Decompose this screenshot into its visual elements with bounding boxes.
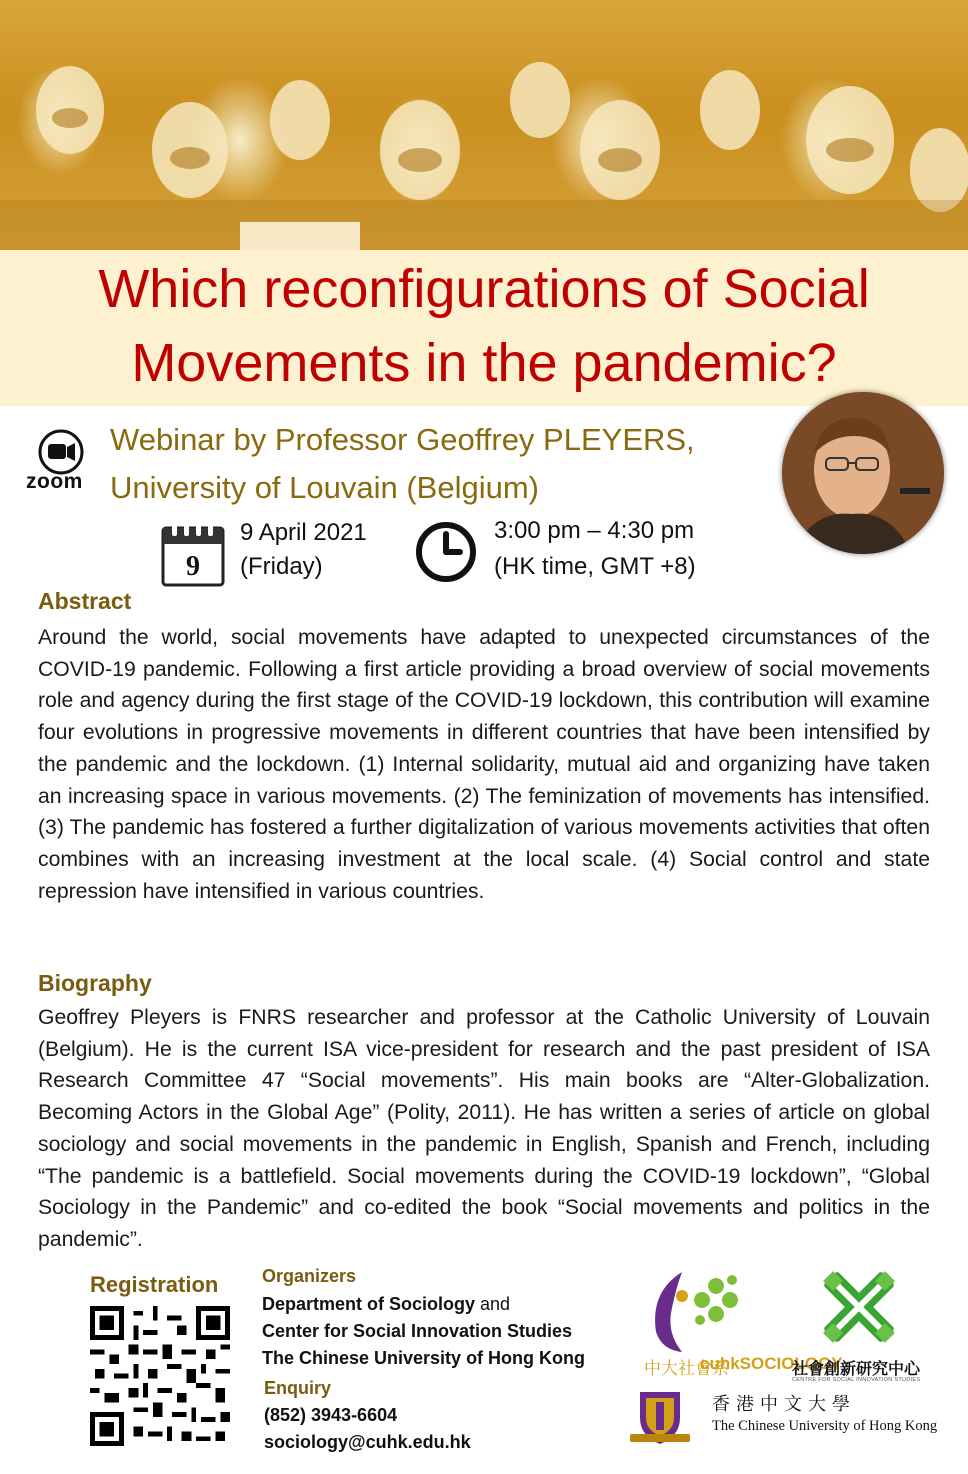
csis-logo — [814, 1262, 904, 1352]
organizer-dept-name: Department of Sociology — [262, 1294, 476, 1314]
organizer-department — [262, 1294, 510, 1315]
organizers-heading: Organizers — [262, 1266, 357, 1286]
abstract-heading: Abstract — [38, 588, 132, 614]
banner-crowd-photo — [0, 0, 968, 250]
cuhk-crest-icon — [630, 1388, 690, 1446]
sociology-logo-chinese: 中大社會系 — [644, 1359, 729, 1379]
abstract-text: Around the world, social movements have adapted to unexpected circumstances of the COVID-19 pandemic. Following a first article providing a broad overview of social movements role and agency during the first stage of the COVID-19 lockdown, this contribution will examine four evolutions in progressive movements in different countries that have been intensified by the pandemic and the lockdown. (1) Internal solidarity, mutual aid and organizing have taken an increasing space in various movements. (2) The feminization of movements has intensified. (3) The pandemic has fostered a further digitalization of various movements activities that often combines with an increasing investment at the local scale. (4) Social control and state repression have intensified in various countries. — [38, 626, 930, 903]
csis-logo-chinese: 社會創新研究中心 — [792, 1359, 921, 1378]
cuhk-logo-chinese: 香港中文大學 — [712, 1394, 856, 1415]
csis-logo-english: CENTRE FOR SOCIAL INNOVATION STUDIES — [792, 1377, 921, 1383]
sociology-logo-english: cuhkSOCIOLOGY — [700, 1354, 843, 1373]
title-line-1: Which reconfigurations of Social — [98, 259, 870, 319]
title-line-2: Movements in the pandemic? — [131, 333, 837, 393]
registration-heading: Registration — [90, 1272, 219, 1297]
time-value: 3:00 pm – 4:30 pm — [494, 517, 695, 544]
biography-heading: Biography — [38, 970, 152, 996]
zoom-label: zoom — [26, 470, 83, 493]
speaker-line-2: University of Louvain (Belgium) — [110, 470, 540, 505]
calendar-day-number: 9 — [186, 551, 200, 582]
calendar-icon — [160, 518, 226, 588]
speaker-portrait — [782, 392, 944, 554]
page-title — [0, 252, 968, 400]
enquiry-phone[interactable]: (852) 3943-6604 — [264, 1405, 398, 1425]
speaker-line-1: Webinar by Professor Geoffrey PLEYERS, — [110, 422, 695, 457]
organizer-and: and — [475, 1294, 511, 1314]
biography-text: Geoffrey Pleyers is FNRS researcher and professor at the Catholic University of Louvain (Belgium). He is the current ISA vice-president for research and the past president of ISA Research Committee 47 “Social movements”. His main books are “Alter-Globalization. Becoming Actors in the Global Age” (Polity, 2011). He has written a series of article on global sociology and social movements in the pandemic in English, Spanish and French, including “The pandemic is a battlefield. Social movements during the COVID-19 lockdown”, “Global Sociology in the Pandemic” and co-edited the book “Social movements and politics in the pandemic”. — [38, 1006, 930, 1251]
event-date — [240, 516, 367, 584]
date-value: 9 April 2021 — [240, 519, 367, 546]
timezone-value: (HK time, GMT +8) — [494, 553, 696, 580]
crowd-illustration — [0, 0, 968, 250]
day-value: (Friday) — [240, 553, 323, 580]
enquiry-email[interactable]: sociology@cuhk.edu.hk — [264, 1432, 471, 1452]
organizer-university: The Chinese University of Hong Kong — [262, 1348, 586, 1368]
enquiry-heading: Enquiry — [264, 1378, 332, 1398]
speaker-info — [110, 416, 695, 512]
clock-icon — [414, 520, 478, 584]
portrait-illustration — [782, 392, 944, 554]
registration-qr-code[interactable] — [90, 1306, 230, 1446]
event-time — [494, 513, 696, 585]
organizer-center: Center for Social Innovation Studies — [262, 1321, 573, 1341]
cuhk-logo-english: The Chinese University of Hong Kong — [712, 1418, 938, 1434]
